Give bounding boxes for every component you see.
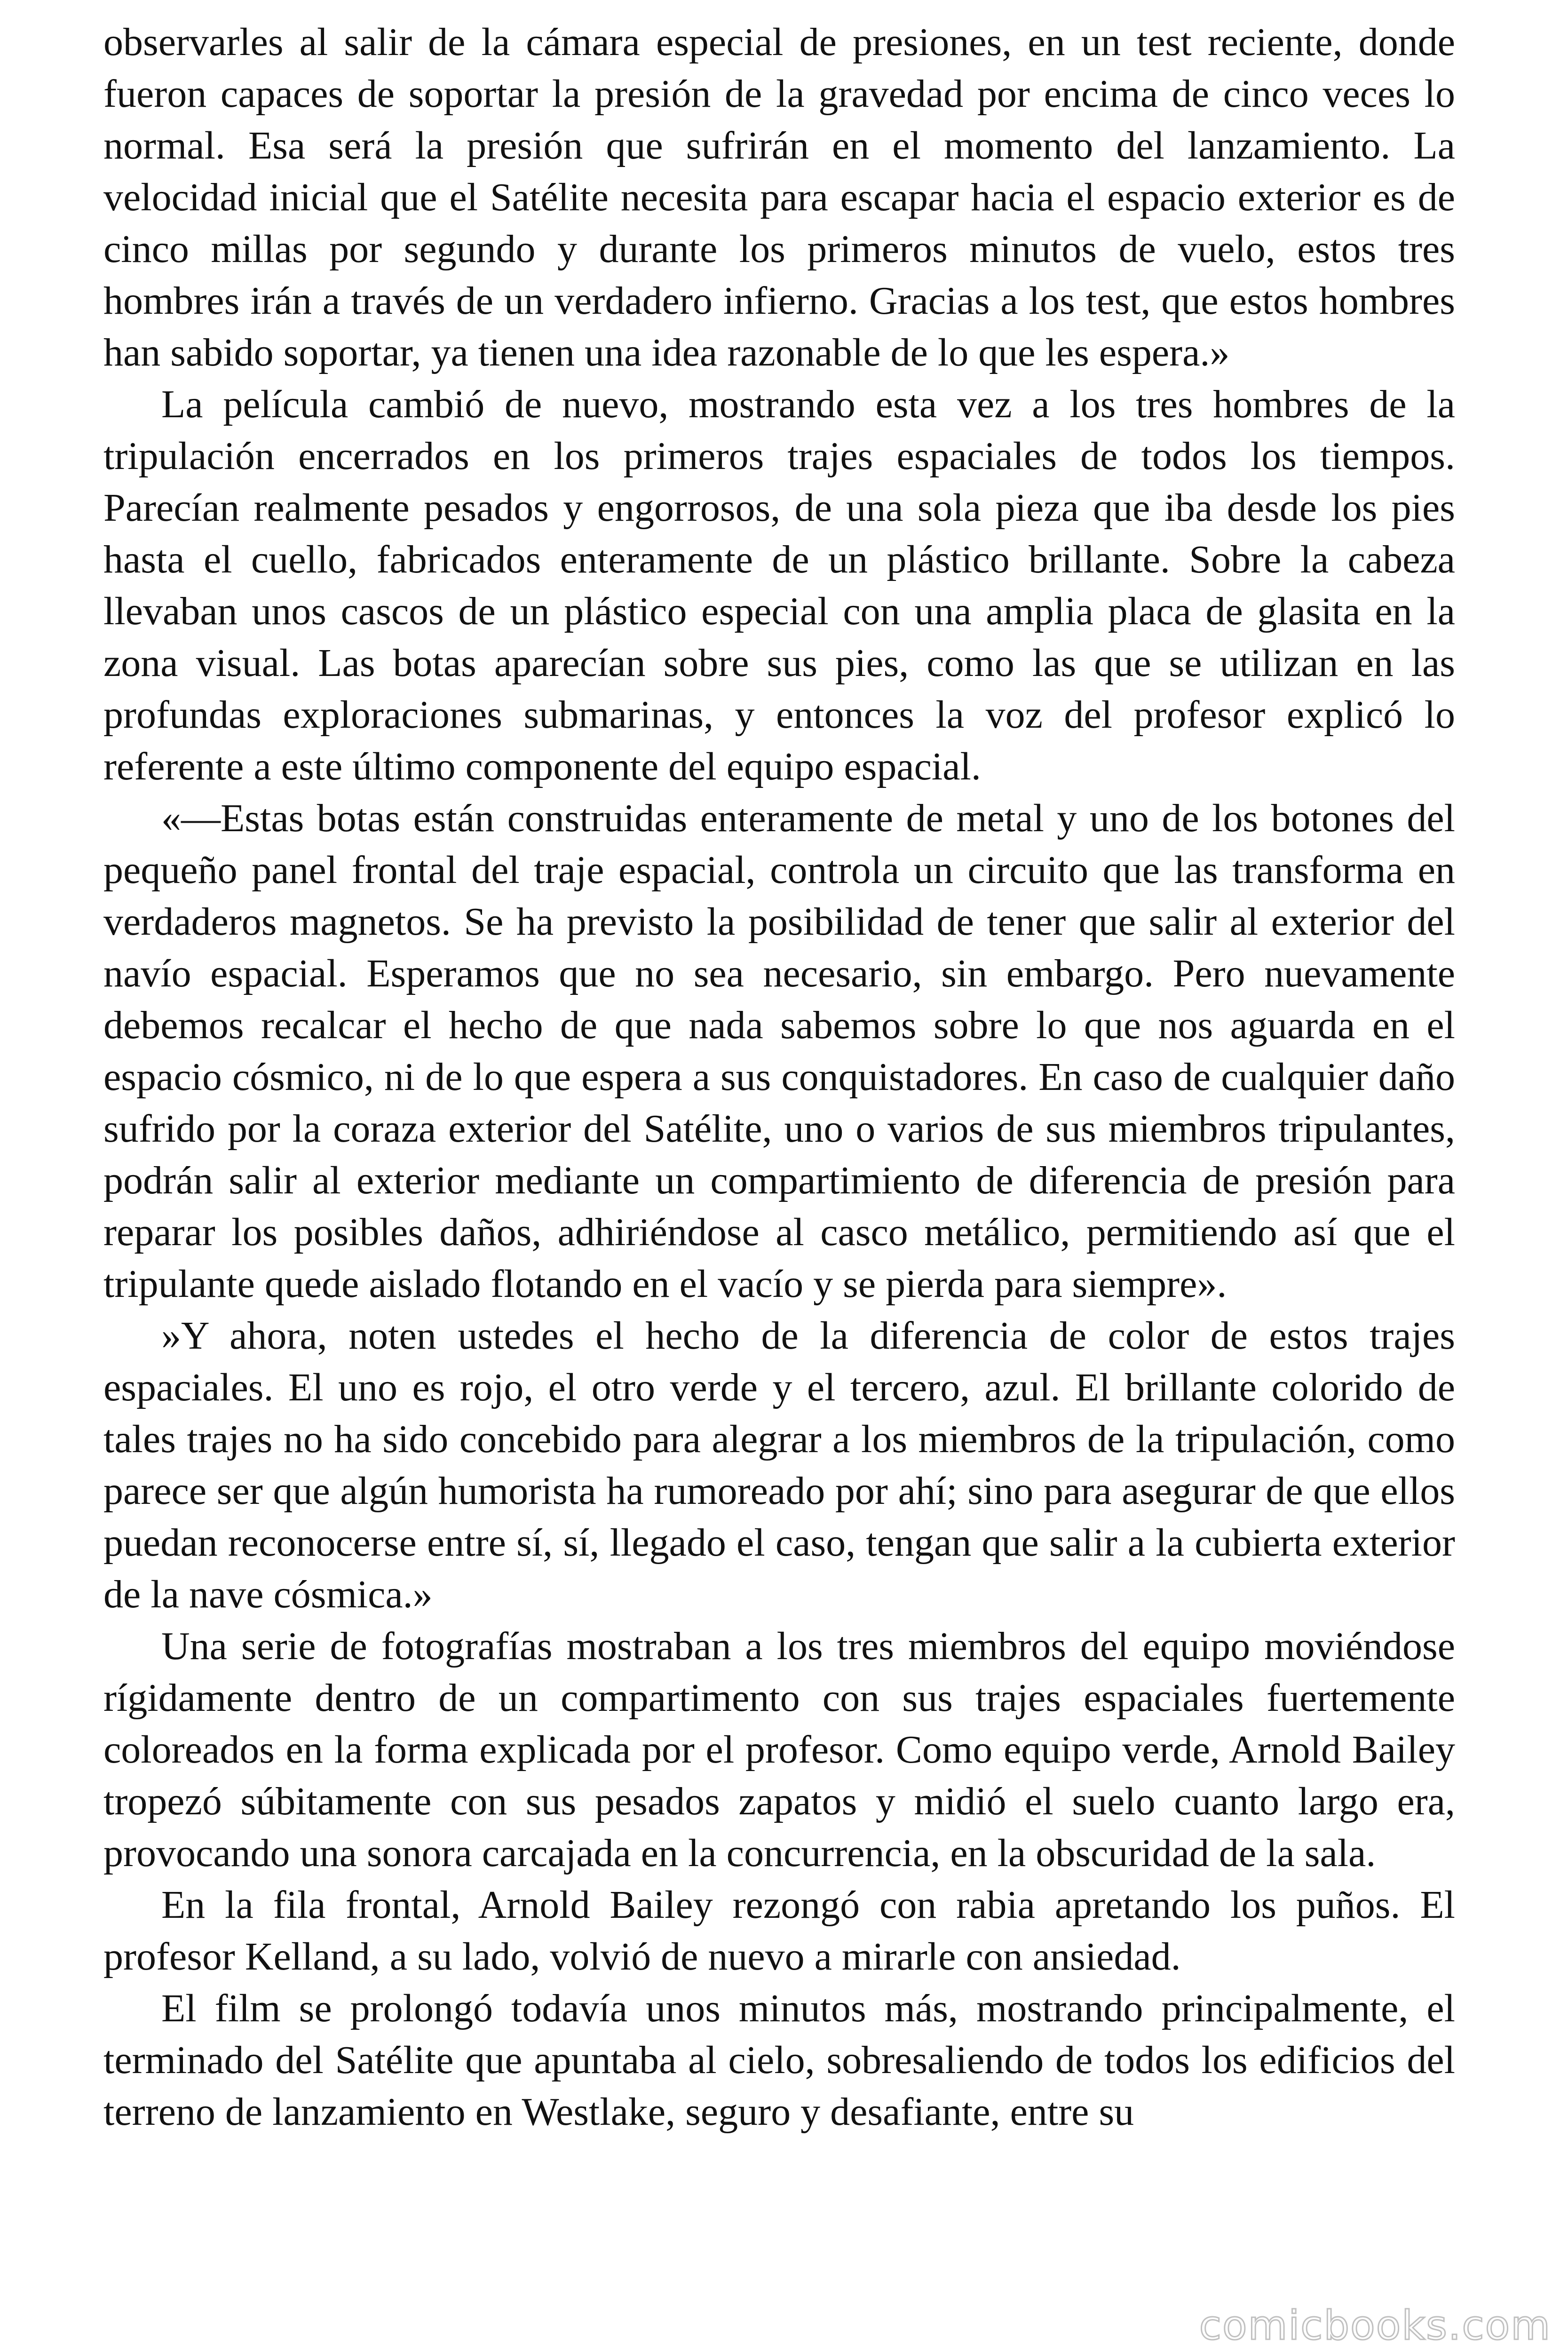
paragraph: «—Estas botas están construidas enteramente de metal y uno de los botones del pequeño panel frontal del traje espacial, controla un circuito que las transforma en verdaderos magnetos. Se ha previsto la posibilidad de tener que salir al exterior del navío espacial. Esperamos que no sea necesario, sin embargo. Pero nuevamente debemos recalcar el hecho de que nada sabemos sobre lo que nos aguarda en el espacio cósmico, ni de lo que espera a sus conquistadores. En caso de cualquier daño sufrido por la coraza exterior del Satélite, uno o varios de sus miembros tripulantes, podrán salir al exterior mediante un compartimiento de diferencia de presión para reparar los posibles daños, adhiriéndose al casco metálico, permitiendo así que el tripulante quede aislado flotando en el vacío y se pierda para siempre».	[103, 796, 1455, 1306]
paragraph: Una serie de fotografías mostraban a los tres miembros del equipo moviéndose rígidamente dentro de un compartimento con sus trajes espaciales fuertemente coloreados en la forma explicada por el profesor. Como equipo verde, Arnold Bailey tropezó súbitamente con sus pesados zapatos y midió el suelo cuanto largo era, provocando una sonora carcajada en la concurrencia, en la obscuridad de la sala.	[103, 1624, 1455, 1875]
paragraph-last: El film se prolongó todavía unos minutos más, mostrando principalmente, el terminado del Satélite que apuntaba al cielo, sobresaliendo de todos los edificios del terreno de lanzamiento en Westlake, seguro y desafiante, entre su	[103, 1986, 1455, 2134]
page-body	[103, 16, 1455, 2138]
watermark-logo: comicbooks.com	[1199, 2302, 1551, 2349]
paragraph: La película cambió de nuevo, mostrando esta vez a los tres hombres de la tripulación encerrados en los primeros trajes espaciales de todos los tiempos. Parecían realmente pesados y engorrosos, de una sola pieza que iba desde los pies hasta el cuello, fabricados enteramente de un plástico brillante. Sobre la cabeza llevaban unos cascos de un plástico especial con una amplia placa de glasita en la zona visual. Las botas aparecían sobre sus pies, como las que se utilizan en las profundas exploraciones submarinas, y entonces la voz del profesor explicó lo referente a este último componente del equipo espacial.	[103, 382, 1455, 788]
paragraph: »Y ahora, noten ustedes el hecho de la diferencia de color de estos trajes espaciales. El uno es rojo, el otro verde y el tercero, azul. El brillante colorido de tales trajes no ha sido concebido para alegrar a los miembros de la tripulación, como parece ser que algún humorista ha rumoreado por ahí; sino para asegurar de que ellos puedan reconocerse entre sí, sí, llegado el caso, tengan que salir a la cubierta exterior de la nave cósmica.»	[103, 1314, 1455, 1616]
paragraph-continuation: observarles al salir de la cámara especial de presiones, en un test reciente, donde fueron capaces de soportar la presión de la gravedad por encima de cinco veces lo normal. Esa será la presión que sufrirán en el momento del lanzamiento. La velocidad inicial que el Satélite necesita para escapar hacia el espacio exterior es de cinco millas por segundo y durante los primeros minutos de vuelo, estos tres hombres irán a través de un verdadero infierno. Gracias a los test, que estos hombres han sabido soportar, ya tienen una idea razonable de lo que les espera.»	[103, 20, 1455, 374]
paragraph: En la fila frontal, Arnold Bailey rezongó con rabia apretando los puños. El profesor Kelland, a su lado, volvió de nuevo a mirarle con ansiedad.	[103, 1883, 1455, 1979]
